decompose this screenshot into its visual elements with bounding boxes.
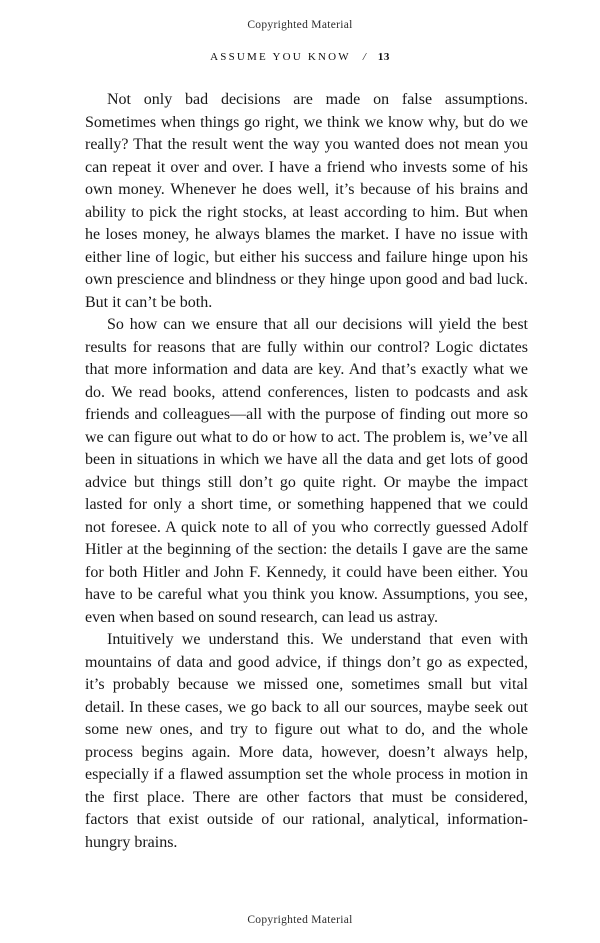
- copyright-notice-top: Copyrighted Material: [247, 19, 353, 31]
- copyright-notice-bottom: Copyrighted Material: [247, 914, 353, 926]
- body-paragraph: Not only bad decisions are made on false assumptions. Sometimes when things go right, we think we know why, but do we really? That the result went the way you wanted does not mean you can repeat it over and over. I have a friend who invests some of his own money. Whenever he does well, it’s because of his brains and ability to pick the right stocks, at least according to him. But when he loses money, he always blames the market. I have no issue with either line of logic, but either his success and failure hinge upon his own prescience and blindness or they hinge upon good and bad luck. But it can’t be both.: [85, 91, 528, 311]
- body-paragraph: Intuitively we understand this. We understand that even with mountains of data and good advice, if things don’t go as expected, it’s probably because we missed one, sometimes small but vital detail. In these cases, we go back to all our sources, maybe seek out some new ones, and try to figure out what to do, and the whole process begins again. More data, however, doesn’t always help, especially if a flawed assumption set the whole process in motion in the first place. There are other factors that must be considered, factors that exist outside of our rational, analytical, information-hungry brains.: [85, 631, 528, 851]
- chapter-title: ASSUME YOU KNOW: [210, 51, 351, 63]
- page-number: 13: [377, 51, 390, 63]
- body-paragraph: So how can we ensure that all our decisions will yield the best results for reasons that are fully within our control? Logic dictates that more information and data are key. And that’s exactly what we do. We read books, attend conferences, listen to podcasts and ask friends and colleagues—all with the purpose of finding out more so we can figure out what to do or how to act. The problem is, we’ve all been in situations in which we have all the data and get lots of good advice but things still don’t go quite right. Or maybe the impact lasted for only a short time, or something happened that we could not foresee. A quick note to all of you who correctly guessed Adolf Hitler at the beginning of the section: the details I gave are the same for both Hitler and John F. Kennedy, it could have been either. You have to be careful what you think you know. Assumptions, you see, even when based on sound research, can lead us astray.: [85, 316, 528, 626]
- page-body: [0, 89, 600, 854]
- running-head: [0, 51, 600, 63]
- running-head-separator: /: [362, 51, 366, 63]
